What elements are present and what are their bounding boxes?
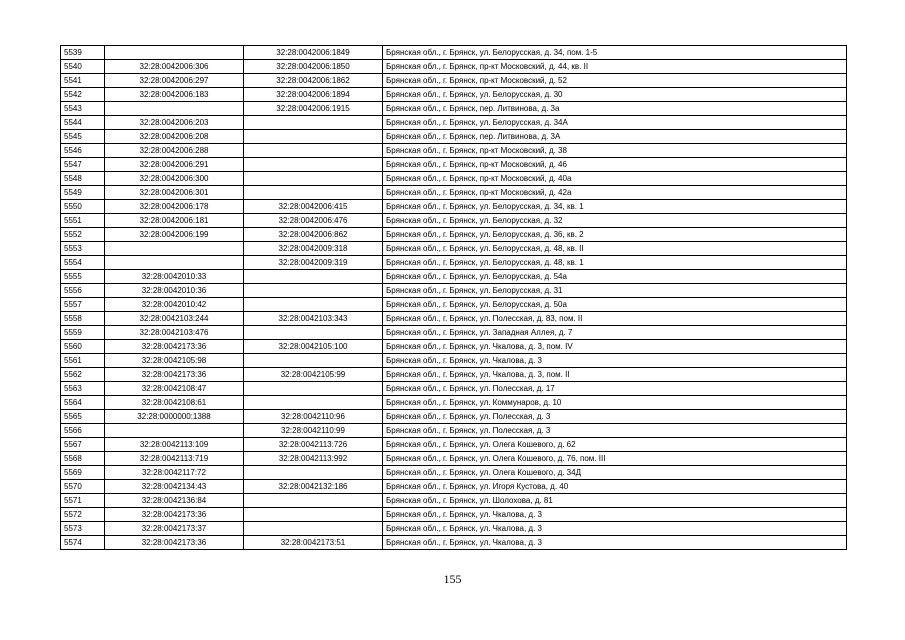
building-cadastral-number-cell: 32:28:0042009:319: [244, 256, 383, 270]
land-cadastral-number-cell: 32:28:0042006:301: [105, 186, 244, 200]
land-cadastral-number-cell: 32:28:0042173:36: [105, 368, 244, 382]
address-cell: Брянская обл., г. Брянск, ул. Олега Кошевого, д. 34Д: [383, 466, 847, 480]
row-number-cell: 5549: [61, 186, 105, 200]
land-cadastral-number-cell: 32:28:0042006:203: [105, 116, 244, 130]
address-cell: Брянская обл., г. Брянск, ул. Белорусская, д. 48, кв. 1: [383, 256, 847, 270]
land-cadastral-number-cell: 32:28:0042006:199: [105, 228, 244, 242]
row-number-cell: 5540: [61, 60, 105, 74]
building-cadastral-number-cell: 32:28:0042006:862: [244, 228, 383, 242]
building-cadastral-number-cell: [244, 172, 383, 186]
building-cadastral-number-cell: 32:28:0042006:1862: [244, 74, 383, 88]
land-cadastral-number-cell: 32:28:0042103:244: [105, 312, 244, 326]
row-number-cell: 5546: [61, 144, 105, 158]
address-cell: Брянская обл., г. Брянск, ул. Полесская, д. 17: [383, 382, 847, 396]
row-number-cell: 5565: [61, 410, 105, 424]
row-number-cell: 5543: [61, 102, 105, 116]
land-cadastral-number-cell: 32:28:0000000:1388: [105, 410, 244, 424]
table-body: [61, 46, 847, 550]
building-cadastral-number-cell: 32:28:0042110:99: [244, 424, 383, 438]
row-number-cell: 5542: [61, 88, 105, 102]
address-cell: Брянская обл., г. Брянск, ул. Белорусская, д. 34, кв. 1: [383, 200, 847, 214]
table-row: [61, 312, 847, 326]
land-cadastral-number-cell: 32:28:0042108:47: [105, 382, 244, 396]
address-cell: Брянская обл., г. Брянск, ул. Белорусская, д. 30: [383, 88, 847, 102]
land-cadastral-number-cell: 32:28:0042006:297: [105, 74, 244, 88]
row-number-cell: 5567: [61, 438, 105, 452]
row-number-cell: 5570: [61, 480, 105, 494]
building-cadastral-number-cell: 32:28:0042006:476: [244, 214, 383, 228]
table-row: [61, 102, 847, 116]
land-cadastral-number-cell: 32:28:0042006:306: [105, 60, 244, 74]
building-cadastral-number-cell: 32:28:0042006:415: [244, 200, 383, 214]
row-number-cell: 5556: [61, 284, 105, 298]
row-number-cell: 5568: [61, 452, 105, 466]
row-number-cell: 5552: [61, 228, 105, 242]
land-cadastral-number-cell: 32:28:0042113:109: [105, 438, 244, 452]
address-cell: Брянская обл., г. Брянск, пр-кт Московский, д. 44, кв. II: [383, 60, 847, 74]
property-registry-table: [60, 45, 847, 550]
row-number-cell: 5572: [61, 508, 105, 522]
land-cadastral-number-cell: 32:28:0042010:36: [105, 284, 244, 298]
row-number-cell: 5539: [61, 46, 105, 60]
row-number-cell: 5541: [61, 74, 105, 88]
table-row: [61, 480, 847, 494]
address-cell: Брянская обл., г. Брянск, ул. Олега Кошевого, д. 76, пом. III: [383, 452, 847, 466]
table-row: [61, 144, 847, 158]
address-cell: Брянская обл., г. Брянск, ул. Полесская, д. 3: [383, 424, 847, 438]
table-row: [61, 200, 847, 214]
row-number-cell: 5548: [61, 172, 105, 186]
address-cell: Брянская обл., г. Брянск, пр-кт Московский, д. 42а: [383, 186, 847, 200]
row-number-cell: 5563: [61, 382, 105, 396]
table-row: [61, 116, 847, 130]
row-number-cell: 5553: [61, 242, 105, 256]
row-number-cell: 5566: [61, 424, 105, 438]
land-cadastral-number-cell: 32:28:0042136:84: [105, 494, 244, 508]
address-cell: Брянская обл., г. Брянск, ул. Полесская, д. 83, пом. II: [383, 312, 847, 326]
building-cadastral-number-cell: [244, 284, 383, 298]
land-cadastral-number-cell: 32:28:0042105:98: [105, 354, 244, 368]
table-row: [61, 158, 847, 172]
address-cell: Брянская обл., г. Брянск, пр-кт Московский, д. 38: [383, 144, 847, 158]
row-number-cell: 5547: [61, 158, 105, 172]
table-row: [61, 522, 847, 536]
building-cadastral-number-cell: 32:28:0042006:1849: [244, 46, 383, 60]
land-cadastral-number-cell: 32:28:0042103:476: [105, 326, 244, 340]
building-cadastral-number-cell: [244, 116, 383, 130]
table-row: [61, 284, 847, 298]
land-cadastral-number-cell: 32:28:0042010:33: [105, 270, 244, 284]
land-cadastral-number-cell: 32:28:0042006:181: [105, 214, 244, 228]
address-cell: Брянская обл., г. Брянск, ул. Полесская, д. 3: [383, 410, 847, 424]
row-number-cell: 5555: [61, 270, 105, 284]
address-cell: Брянская обл., г. Брянск, ул. Игоря Кустова, д. 40: [383, 480, 847, 494]
address-cell: Брянская обл., г. Брянск, пер. Литвинова, д. 3а: [383, 102, 847, 116]
address-cell: Брянская обл., г. Брянск, пер. Литвинова, д. 3А: [383, 130, 847, 144]
land-cadastral-number-cell: [105, 424, 244, 438]
table-row: [61, 74, 847, 88]
building-cadastral-number-cell: 32:28:0042113:726: [244, 438, 383, 452]
building-cadastral-number-cell: [244, 144, 383, 158]
table-row: [61, 326, 847, 340]
row-number-cell: 5554: [61, 256, 105, 270]
row-number-cell: 5544: [61, 116, 105, 130]
address-cell: Брянская обл., г. Брянск, ул. Западная Аллея, д. 7: [383, 326, 847, 340]
table-row: [61, 382, 847, 396]
address-cell: Брянская обл., г. Брянск, ул. Чкалова, д. 3, пом. II: [383, 368, 847, 382]
building-cadastral-number-cell: [244, 354, 383, 368]
building-cadastral-number-cell: [244, 158, 383, 172]
land-cadastral-number-cell: 32:28:0042173:36: [105, 340, 244, 354]
table-row: [61, 340, 847, 354]
building-cadastral-number-cell: [244, 326, 383, 340]
table-row: [61, 368, 847, 382]
building-cadastral-number-cell: [244, 522, 383, 536]
address-cell: Брянская обл., г. Брянск, ул. Чкалова, д. 3: [383, 354, 847, 368]
table-row: [61, 88, 847, 102]
table-row: [61, 186, 847, 200]
table-row: [61, 424, 847, 438]
land-cadastral-number-cell: 32:28:0042173:37: [105, 522, 244, 536]
land-cadastral-number-cell: 32:28:0042173:36: [105, 508, 244, 522]
table-row: [61, 410, 847, 424]
building-cadastral-number-cell: [244, 494, 383, 508]
address-cell: Брянская обл., г. Брянск, ул. Чкалова, д. 3: [383, 536, 847, 550]
table-row: [61, 130, 847, 144]
row-number-cell: 5564: [61, 396, 105, 410]
page-number: 155: [443, 572, 462, 586]
row-number-cell: 5545: [61, 130, 105, 144]
row-number-cell: 5573: [61, 522, 105, 536]
land-cadastral-number-cell: 32:28:0042006:291: [105, 158, 244, 172]
building-cadastral-number-cell: [244, 508, 383, 522]
address-cell: Брянская обл., г. Брянск, ул. Белорусская, д. 31: [383, 284, 847, 298]
row-number-cell: 5559: [61, 326, 105, 340]
land-cadastral-number-cell: [105, 256, 244, 270]
table-row: [61, 508, 847, 522]
table-row: [61, 46, 847, 60]
land-cadastral-number-cell: 32:28:0042006:208: [105, 130, 244, 144]
table-row: [61, 298, 847, 312]
address-cell: Брянская обл., г. Брянск, пр-кт Московский, д. 46: [383, 158, 847, 172]
land-cadastral-number-cell: 32:28:0042006:300: [105, 172, 244, 186]
table-row: [61, 242, 847, 256]
land-cadastral-number-cell: [105, 46, 244, 60]
table-row: [61, 536, 847, 550]
address-cell: Брянская обл., г. Брянск, ул. Белорусская, д. 54а: [383, 270, 847, 284]
address-cell: Брянская обл., г. Брянск, ул. Шолохова, д. 81: [383, 494, 847, 508]
table-row: [61, 228, 847, 242]
land-cadastral-number-cell: 32:28:0042117:72: [105, 466, 244, 480]
land-cadastral-number-cell: 32:28:0042006:178: [105, 200, 244, 214]
address-cell: Брянская обл., г. Брянск, ул. Олега Кошевого, д. 62: [383, 438, 847, 452]
building-cadastral-number-cell: [244, 270, 383, 284]
address-cell: Брянская обл., г. Брянск, ул. Белорусская, д. 34А: [383, 116, 847, 130]
building-cadastral-number-cell: 32:28:0042132:186: [244, 480, 383, 494]
building-cadastral-number-cell: 32:28:0042110:96: [244, 410, 383, 424]
land-cadastral-number-cell: 32:28:0042006:183: [105, 88, 244, 102]
row-number-cell: 5569: [61, 466, 105, 480]
row-number-cell: 5561: [61, 354, 105, 368]
building-cadastral-number-cell: [244, 382, 383, 396]
building-cadastral-number-cell: [244, 396, 383, 410]
row-number-cell: 5571: [61, 494, 105, 508]
address-cell: Брянская обл., г. Брянск, ул. Чкалова, д. 3, пом. IV: [383, 340, 847, 354]
table-row: [61, 452, 847, 466]
land-cadastral-number-cell: 32:28:0042134:43: [105, 480, 244, 494]
address-cell: Брянская обл., г. Брянск, ул. Белорусская, д. 32: [383, 214, 847, 228]
land-cadastral-number-cell: 32:28:0042006:288: [105, 144, 244, 158]
land-cadastral-number-cell: 32:28:0042010:42: [105, 298, 244, 312]
land-cadastral-number-cell: 32:28:0042108:61: [105, 396, 244, 410]
row-number-cell: 5557: [61, 298, 105, 312]
row-number-cell: 5562: [61, 368, 105, 382]
table-row: [61, 466, 847, 480]
land-cadastral-number-cell: [105, 102, 244, 116]
building-cadastral-number-cell: 32:28:0042113:992: [244, 452, 383, 466]
table-row: [61, 494, 847, 508]
address-cell: Брянская обл., г. Брянск, ул. Белорусская, д. 50а: [383, 298, 847, 312]
table-row: [61, 256, 847, 270]
land-cadastral-number-cell: 32:28:0042113:719: [105, 452, 244, 466]
table-row: [61, 438, 847, 452]
table-row: [61, 396, 847, 410]
building-cadastral-number-cell: 32:28:0042173:51: [244, 536, 383, 550]
address-cell: Брянская обл., г. Брянск, ул. Чкалова, д. 3: [383, 522, 847, 536]
table-row: [61, 172, 847, 186]
building-cadastral-number-cell: 32:28:0042103:343: [244, 312, 383, 326]
building-cadastral-number-cell: [244, 186, 383, 200]
table-row: [61, 214, 847, 228]
address-cell: Брянская обл., г. Брянск, ул. Белорусская, д. 36, кв. 2: [383, 228, 847, 242]
address-cell: Брянская обл., г. Брянск, пр-кт Московский, д. 40а: [383, 172, 847, 186]
building-cadastral-number-cell: 32:28:0042006:1894: [244, 88, 383, 102]
building-cadastral-number-cell: 32:28:0042006:1850: [244, 60, 383, 74]
address-cell: Брянская обл., г. Брянск, ул. Коммунаров, д. 10: [383, 396, 847, 410]
building-cadastral-number-cell: 32:28:0042009:318: [244, 242, 383, 256]
table-row: [61, 270, 847, 284]
address-cell: Брянская обл., г. Брянск, пр-кт Московский, д. 52: [383, 74, 847, 88]
address-cell: Брянская обл., г. Брянск, ул. Чкалова, д. 3: [383, 508, 847, 522]
land-cadastral-number-cell: 32:28:0042173:36: [105, 536, 244, 550]
building-cadastral-number-cell: 32:28:0042105:99: [244, 368, 383, 382]
row-number-cell: 5574: [61, 536, 105, 550]
table-row: [61, 60, 847, 74]
land-cadastral-number-cell: [105, 242, 244, 256]
row-number-cell: 5550: [61, 200, 105, 214]
address-cell: Брянская обл., г. Брянск, ул. Белорусская, д. 34, пом. 1-5: [383, 46, 847, 60]
row-number-cell: 5551: [61, 214, 105, 228]
row-number-cell: 5558: [61, 312, 105, 326]
building-cadastral-number-cell: 32:28:0042006:1915: [244, 102, 383, 116]
building-cadastral-number-cell: [244, 130, 383, 144]
address-cell: Брянская обл., г. Брянск, ул. Белорусская, д. 48, кв. II: [383, 242, 847, 256]
row-number-cell: 5560: [61, 340, 105, 354]
building-cadastral-number-cell: [244, 298, 383, 312]
building-cadastral-number-cell: [244, 466, 383, 480]
building-cadastral-number-cell: 32:28:0042105:100: [244, 340, 383, 354]
table-row: [61, 354, 847, 368]
